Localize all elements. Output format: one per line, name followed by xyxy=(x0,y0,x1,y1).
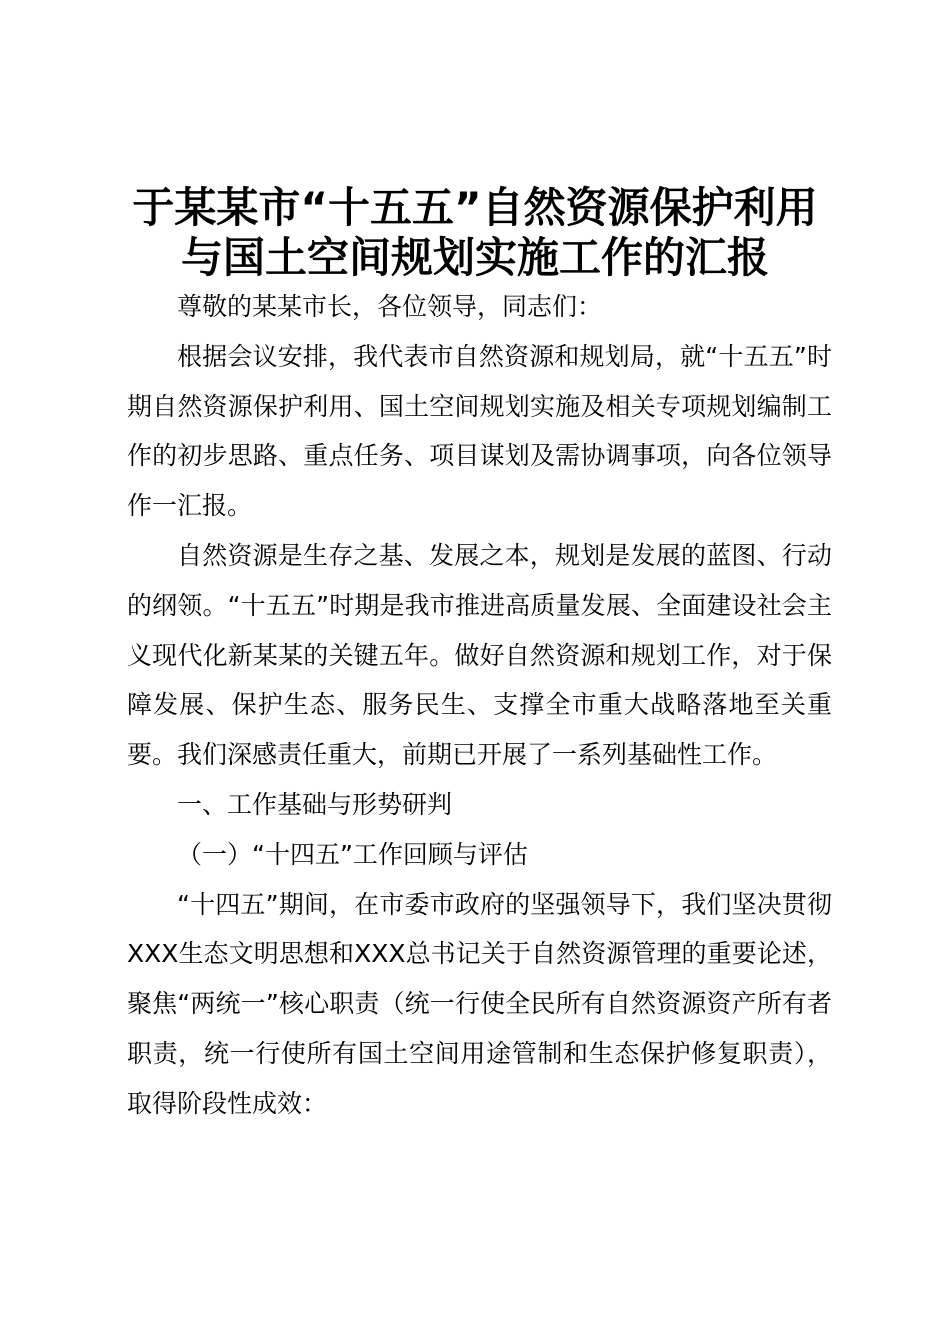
section-heading: 一、工作基础与形势研判 xyxy=(177,789,453,819)
body-paragraph: 自然资源是生存之基、发展之本，规划是发展的蓝图、行动的纲领。“十五五”时期是我市推进高质量发展、全面建设社会主义现代化新某某的关键五年。做好自然资源和规划工作，对于保障发展、保护生态、服务民生、支撑全市重大战略落地至关重要。我们深感责任重大，前期已开展了一系列基础性工作。 xyxy=(127,540,832,770)
document-body xyxy=(127,282,832,1129)
document-title-line-2: 与国土空间规划实施工作的汇报 xyxy=(180,233,769,282)
body-paragraph: 根据会议安排，我代表市自然资源和规划局，就“十五五”时期自然资源保护利用、国土空间规划实施及相关专项规划编制工作的初步思路、重点任务、项目谋划及需协调事项，向各位领导作一汇报。 xyxy=(127,341,832,521)
subsection-heading: （一）“十四五”工作回顾与评估 xyxy=(177,839,528,869)
document-title-line-1: 于某某市“十五五”自然资源保护利用 xyxy=(132,183,818,232)
salutation: 尊敬的某某市长，各位领导，同志们： xyxy=(177,292,603,321)
body-paragraph: “十四五”期间，在市委市政府的坚强领导下，我们坚决贯彻XXX生态文明思想和XXX总书记关于自然资源管理的重要论述，聚焦“两统一”核心职责（统一行使全民所有自然资源资产所有者职责，统一行使所有国土空间用途管制和生态保护修复职责），取得阶段性成效： xyxy=(127,889,832,1118)
